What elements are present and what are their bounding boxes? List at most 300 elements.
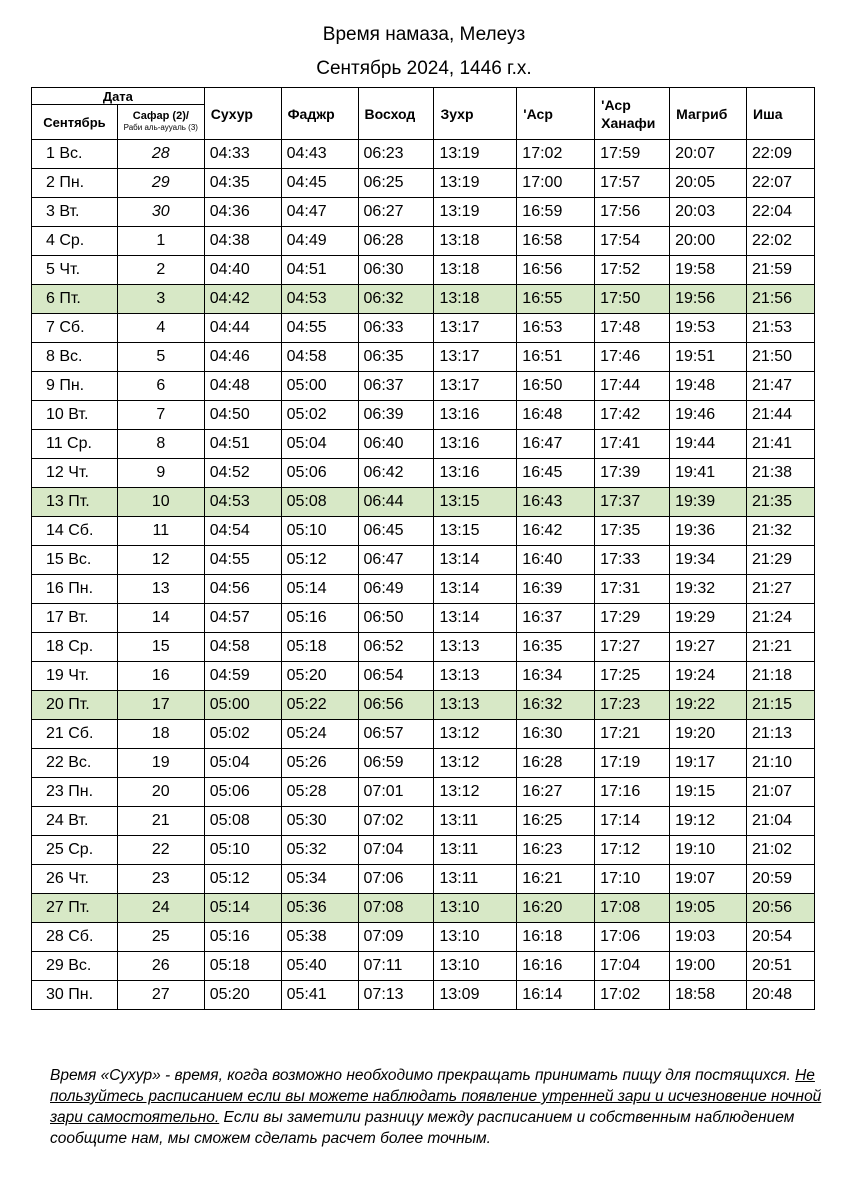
cell-isha: 22:09 [747,140,815,169]
cell-maghrib: 19:07 [670,865,747,894]
cell-hijri-day: 24 [117,894,204,923]
footnote-part3: Если вы заметили разницу между расписанием и собственным наблюдением сообщите нам, мы сможем сделать расчет более точным. [50,1109,795,1147]
cell-suhur: 04:52 [204,459,281,488]
cell-asr-hanafi: 17:23 [595,691,670,720]
cell-asr-hanafi: 17:25 [595,662,670,691]
cell-sunrise: 06:54 [358,662,434,691]
table-row [32,923,815,952]
cell-hijri-day: 17 [117,691,204,720]
cell-day: 17 Вт. [32,604,118,633]
cell-isha: 21:07 [747,778,815,807]
cell-hijri-day: 9 [117,459,204,488]
table-row [32,343,815,372]
table-row [32,140,815,169]
cell-isha: 20:48 [747,981,815,1010]
cell-sunrise: 07:11 [358,952,434,981]
cell-day: 7 Сб. [32,314,118,343]
cell-maghrib: 19:34 [670,546,747,575]
cell-hijri-day: 8 [117,430,204,459]
cell-hijri-day: 11 [117,517,204,546]
cell-asr-hanafi: 17:12 [595,836,670,865]
cell-asr-hanafi: 17:16 [595,778,670,807]
cell-day: 10 Вт. [32,401,118,430]
cell-asr: 16:35 [517,633,595,662]
cell-day: 28 Сб. [32,923,118,952]
cell-day: 25 Ср. [32,836,118,865]
cell-sunrise: 06:25 [358,169,434,198]
cell-fajr: 05:02 [281,401,358,430]
cell-day: 1 Вс. [32,140,118,169]
cell-asr: 16:55 [517,285,595,314]
cell-dhuhr: 13:16 [434,430,517,459]
cell-maghrib: 18:58 [670,981,747,1010]
cell-day: 8 Вс. [32,343,118,372]
cell-maghrib: 20:05 [670,169,747,198]
cell-dhuhr: 13:12 [434,749,517,778]
cell-asr-hanafi: 17:50 [595,285,670,314]
cell-asr-hanafi: 17:27 [595,633,670,662]
table-row [32,314,815,343]
header-month: Сентябрь [32,105,118,140]
cell-dhuhr: 13:13 [434,691,517,720]
header-asr-hanafi: 'Аср Ханафи [595,88,670,140]
cell-sunrise: 06:50 [358,604,434,633]
cell-maghrib: 19:51 [670,343,747,372]
cell-sunrise: 06:39 [358,401,434,430]
cell-hijri-day: 13 [117,575,204,604]
cell-fajr: 05:14 [281,575,358,604]
table-row [32,633,815,662]
cell-hijri-day: 14 [117,604,204,633]
cell-sunrise: 07:13 [358,981,434,1010]
cell-isha: 22:07 [747,169,815,198]
cell-suhur: 04:53 [204,488,281,517]
cell-fajr: 05:06 [281,459,358,488]
cell-asr: 16:20 [517,894,595,923]
cell-suhur: 05:08 [204,807,281,836]
cell-suhur: 04:33 [204,140,281,169]
header-sunrise: Восход [358,88,434,140]
cell-fajr: 05:26 [281,749,358,778]
cell-suhur: 04:58 [204,633,281,662]
cell-maghrib: 19:46 [670,401,747,430]
cell-suhur: 05:20 [204,981,281,1010]
cell-day: 24 Вт. [32,807,118,836]
cell-sunrise: 06:45 [358,517,434,546]
table-row [32,981,815,1010]
cell-sunrise: 06:23 [358,140,434,169]
cell-isha: 22:02 [747,227,815,256]
cell-dhuhr: 13:17 [434,343,517,372]
cell-sunrise: 06:30 [358,256,434,285]
cell-sunrise: 06:47 [358,546,434,575]
cell-maghrib: 19:39 [670,488,747,517]
header-date: Дата [32,88,205,105]
cell-fajr: 05:36 [281,894,358,923]
table-row [32,575,815,604]
cell-fajr: 04:49 [281,227,358,256]
cell-asr: 16:51 [517,343,595,372]
cell-fajr: 05:16 [281,604,358,633]
cell-suhur: 05:06 [204,778,281,807]
cell-maghrib: 19:17 [670,749,747,778]
cell-dhuhr: 13:11 [434,865,517,894]
cell-isha: 21:21 [747,633,815,662]
cell-asr-hanafi: 17:57 [595,169,670,198]
cell-sunrise: 06:49 [358,575,434,604]
cell-asr-hanafi: 17:33 [595,546,670,575]
cell-asr: 16:42 [517,517,595,546]
cell-suhur: 05:12 [204,865,281,894]
cell-asr: 16:30 [517,720,595,749]
cell-sunrise: 06:32 [358,285,434,314]
cell-asr: 16:16 [517,952,595,981]
cell-isha: 22:04 [747,198,815,227]
table-row [32,778,815,807]
cell-asr-hanafi: 17:46 [595,343,670,372]
cell-fajr: 05:10 [281,517,358,546]
footnote [50,1065,825,1149]
cell-dhuhr: 13:18 [434,256,517,285]
cell-dhuhr: 13:12 [434,720,517,749]
cell-fajr: 05:32 [281,836,358,865]
cell-suhur: 04:48 [204,372,281,401]
cell-asr: 16:21 [517,865,595,894]
cell-hijri-day: 3 [117,285,204,314]
cell-dhuhr: 13:10 [434,894,517,923]
cell-dhuhr: 13:09 [434,981,517,1010]
cell-hijri-day: 5 [117,343,204,372]
header-hijri-month [117,105,204,140]
cell-hijri-day: 10 [117,488,204,517]
cell-asr-hanafi: 17:44 [595,372,670,401]
cell-sunrise: 06:56 [358,691,434,720]
cell-day: 21 Сб. [32,720,118,749]
cell-sunrise: 06:33 [358,314,434,343]
cell-asr: 16:47 [517,430,595,459]
cell-sunrise: 07:02 [358,807,434,836]
cell-hijri-day: 26 [117,952,204,981]
cell-isha: 21:18 [747,662,815,691]
cell-maghrib: 19:20 [670,720,747,749]
cell-maghrib: 19:27 [670,633,747,662]
cell-asr-hanafi: 17:06 [595,923,670,952]
cell-fajr: 05:18 [281,633,358,662]
cell-dhuhr: 13:18 [434,285,517,314]
cell-day: 19 Чт. [32,662,118,691]
cell-maghrib: 19:05 [670,894,747,923]
cell-sunrise: 07:01 [358,778,434,807]
cell-asr-hanafi: 17:39 [595,459,670,488]
cell-suhur: 04:44 [204,314,281,343]
cell-dhuhr: 13:12 [434,778,517,807]
cell-asr-hanafi: 17:37 [595,488,670,517]
cell-fajr: 04:45 [281,169,358,198]
cell-isha: 21:56 [747,285,815,314]
cell-dhuhr: 13:16 [434,459,517,488]
cell-maghrib: 19:48 [670,372,747,401]
cell-hijri-day: 2 [117,256,204,285]
header-hijri-line1: Сафар (2)/ [132,110,189,122]
cell-suhur: 05:10 [204,836,281,865]
cell-hijri-day: 29 [117,169,204,198]
cell-dhuhr: 13:19 [434,198,517,227]
cell-dhuhr: 13:13 [434,662,517,691]
cell-asr-hanafi: 17:52 [595,256,670,285]
cell-fajr: 05:12 [281,546,358,575]
cell-hijri-day: 19 [117,749,204,778]
cell-maghrib: 19:58 [670,256,747,285]
cell-fajr: 05:34 [281,865,358,894]
cell-maghrib: 20:03 [670,198,747,227]
footnote-warning: Не пользуйтесь расписанием если вы можете наблюдать появление утренней зари и исчезновение ночной зари самостоятельно. [50,1067,822,1126]
cell-maghrib: 19:24 [670,662,747,691]
cell-dhuhr: 13:14 [434,546,517,575]
cell-suhur: 04:59 [204,662,281,691]
cell-isha: 21:27 [747,575,815,604]
cell-sunrise: 06:52 [358,633,434,662]
cell-suhur: 05:02 [204,720,281,749]
cell-asr-hanafi: 17:59 [595,140,670,169]
cell-hijri-day: 27 [117,981,204,1010]
cell-sunrise: 06:59 [358,749,434,778]
cell-asr: 17:02 [517,140,595,169]
cell-asr-hanafi: 17:19 [595,749,670,778]
cell-sunrise: 06:27 [358,198,434,227]
cell-suhur: 04:54 [204,517,281,546]
table-row [32,807,815,836]
cell-day: 2 Пн. [32,169,118,198]
cell-hijri-day: 6 [117,372,204,401]
cell-maghrib: 19:03 [670,923,747,952]
page-title: Время намаза, Мелеуз [322,24,526,45]
cell-fajr: 05:00 [281,372,358,401]
cell-dhuhr: 13:11 [434,836,517,865]
table-row [32,285,815,314]
cell-isha: 21:44 [747,401,815,430]
cell-hijri-day: 21 [117,807,204,836]
header-hijri-line2: Раби аль-аууаль (3) [123,123,198,132]
cell-day: 9 Пн. [32,372,118,401]
cell-hijri-day: 4 [117,314,204,343]
cell-asr: 16:56 [517,256,595,285]
table-row [32,372,815,401]
cell-suhur: 04:38 [204,227,281,256]
cell-fajr: 05:22 [281,691,358,720]
cell-dhuhr: 13:14 [434,575,517,604]
cell-fajr: 04:58 [281,343,358,372]
cell-asr: 16:14 [517,981,595,1010]
table-row [32,459,815,488]
cell-maghrib: 19:12 [670,807,747,836]
cell-isha: 21:13 [747,720,815,749]
cell-fajr: 05:30 [281,807,358,836]
cell-fajr: 04:55 [281,314,358,343]
cell-asr: 16:27 [517,778,595,807]
cell-maghrib: 19:15 [670,778,747,807]
cell-asr-hanafi: 17:04 [595,952,670,981]
cell-fajr: 04:53 [281,285,358,314]
cell-isha: 21:47 [747,372,815,401]
cell-dhuhr: 13:13 [434,633,517,662]
cell-hijri-day: 20 [117,778,204,807]
cell-asr-hanafi: 17:08 [595,894,670,923]
cell-isha: 21:02 [747,836,815,865]
cell-isha: 20:51 [747,952,815,981]
cell-asr-hanafi: 17:48 [595,314,670,343]
cell-fajr: 05:04 [281,430,358,459]
cell-suhur: 05:04 [204,749,281,778]
cell-asr: 16:25 [517,807,595,836]
cell-dhuhr: 13:10 [434,923,517,952]
cell-suhur: 05:14 [204,894,281,923]
table-row [32,488,815,517]
cell-maghrib: 19:10 [670,836,747,865]
table-row [32,517,815,546]
cell-suhur: 04:42 [204,285,281,314]
cell-hijri-day: 23 [117,865,204,894]
table-row [32,604,815,633]
cell-maghrib: 19:56 [670,285,747,314]
cell-asr-hanafi: 17:54 [595,227,670,256]
cell-hijri-day: 1 [117,227,204,256]
cell-day: 12 Чт. [32,459,118,488]
cell-sunrise: 07:09 [358,923,434,952]
cell-sunrise: 07:06 [358,865,434,894]
cell-sunrise: 06:57 [358,720,434,749]
cell-hijri-day: 15 [117,633,204,662]
cell-fajr: 05:40 [281,952,358,981]
cell-maghrib: 19:36 [670,517,747,546]
cell-day: 11 Ср. [32,430,118,459]
cell-isha: 21:15 [747,691,815,720]
cell-maghrib: 19:41 [670,459,747,488]
cell-day: 6 Пт. [32,285,118,314]
cell-sunrise: 06:44 [358,488,434,517]
header-suhur: Сухур [204,88,281,140]
cell-suhur: 04:57 [204,604,281,633]
cell-fajr: 05:41 [281,981,358,1010]
cell-suhur: 04:56 [204,575,281,604]
table-row [32,836,815,865]
cell-isha: 20:54 [747,923,815,952]
footnote-part1: Время «Сухур» - время, когда возможно необходимо прекращать принимать пищу для постящихся. [50,1067,796,1084]
cell-hijri-day: 12 [117,546,204,575]
table-row [32,952,815,981]
cell-dhuhr: 13:19 [434,140,517,169]
cell-day: 26 Чт. [32,865,118,894]
cell-hijri-day: 30 [117,198,204,227]
cell-suhur: 05:18 [204,952,281,981]
cell-asr: 16:59 [517,198,595,227]
cell-day: 29 Вс. [32,952,118,981]
cell-asr: 16:39 [517,575,595,604]
table-row [32,198,815,227]
cell-hijri-day: 25 [117,923,204,952]
cell-isha: 20:56 [747,894,815,923]
cell-dhuhr: 13:14 [434,604,517,633]
cell-isha: 21:53 [747,314,815,343]
cell-isha: 21:29 [747,546,815,575]
cell-day: 15 Вс. [32,546,118,575]
cell-sunrise: 06:37 [358,372,434,401]
table-row [32,865,815,894]
table-row [32,749,815,778]
cell-hijri-day: 16 [117,662,204,691]
cell-suhur: 05:16 [204,923,281,952]
page-subtitle: Сентябрь 2024, 1446 г.х. [316,58,532,79]
cell-asr-hanafi: 17:35 [595,517,670,546]
cell-day: 3 Вт. [32,198,118,227]
cell-isha: 21:59 [747,256,815,285]
cell-sunrise: 06:42 [358,459,434,488]
cell-hijri-day: 22 [117,836,204,865]
cell-maghrib: 19:53 [670,314,747,343]
cell-dhuhr: 13:18 [434,227,517,256]
cell-isha: 20:59 [747,865,815,894]
prayer-times-table [31,87,815,1010]
table-row [32,227,815,256]
table-row [32,430,815,459]
table-row [32,894,815,923]
cell-fajr: 05:20 [281,662,358,691]
cell-day: 20 Пт. [32,691,118,720]
cell-asr: 16:18 [517,923,595,952]
cell-suhur: 04:35 [204,169,281,198]
cell-asr: 16:32 [517,691,595,720]
cell-sunrise: 06:35 [358,343,434,372]
cell-hijri-day: 7 [117,401,204,430]
cell-day: 14 Сб. [32,517,118,546]
cell-asr: 16:37 [517,604,595,633]
cell-maghrib: 20:07 [670,140,747,169]
cell-maghrib: 19:44 [670,430,747,459]
cell-dhuhr: 13:10 [434,952,517,981]
cell-maghrib: 19:29 [670,604,747,633]
cell-asr-hanafi: 17:10 [595,865,670,894]
cell-isha: 21:32 [747,517,815,546]
cell-suhur: 04:46 [204,343,281,372]
cell-maghrib: 20:00 [670,227,747,256]
cell-day: 22 Вс. [32,749,118,778]
cell-sunrise: 07:08 [358,894,434,923]
cell-asr: 16:40 [517,546,595,575]
table-row [32,720,815,749]
cell-sunrise: 06:40 [358,430,434,459]
cell-dhuhr: 13:17 [434,372,517,401]
cell-isha: 21:50 [747,343,815,372]
cell-asr-hanafi: 17:14 [595,807,670,836]
cell-asr-hanafi: 17:02 [595,981,670,1010]
cell-day: 23 Пн. [32,778,118,807]
cell-fajr: 05:08 [281,488,358,517]
cell-asr: 16:48 [517,401,595,430]
cell-fajr: 05:38 [281,923,358,952]
cell-day: 16 Пн. [32,575,118,604]
cell-day: 5 Чт. [32,256,118,285]
cell-dhuhr: 13:15 [434,488,517,517]
cell-isha: 21:24 [747,604,815,633]
cell-asr-hanafi: 17:29 [595,604,670,633]
cell-suhur: 04:55 [204,546,281,575]
cell-fajr: 04:47 [281,198,358,227]
cell-asr-hanafi: 17:42 [595,401,670,430]
header-dhuhr: Зухр [434,88,517,140]
cell-sunrise: 06:28 [358,227,434,256]
cell-fajr: 04:43 [281,140,358,169]
table-body [32,140,815,1010]
cell-suhur: 05:00 [204,691,281,720]
